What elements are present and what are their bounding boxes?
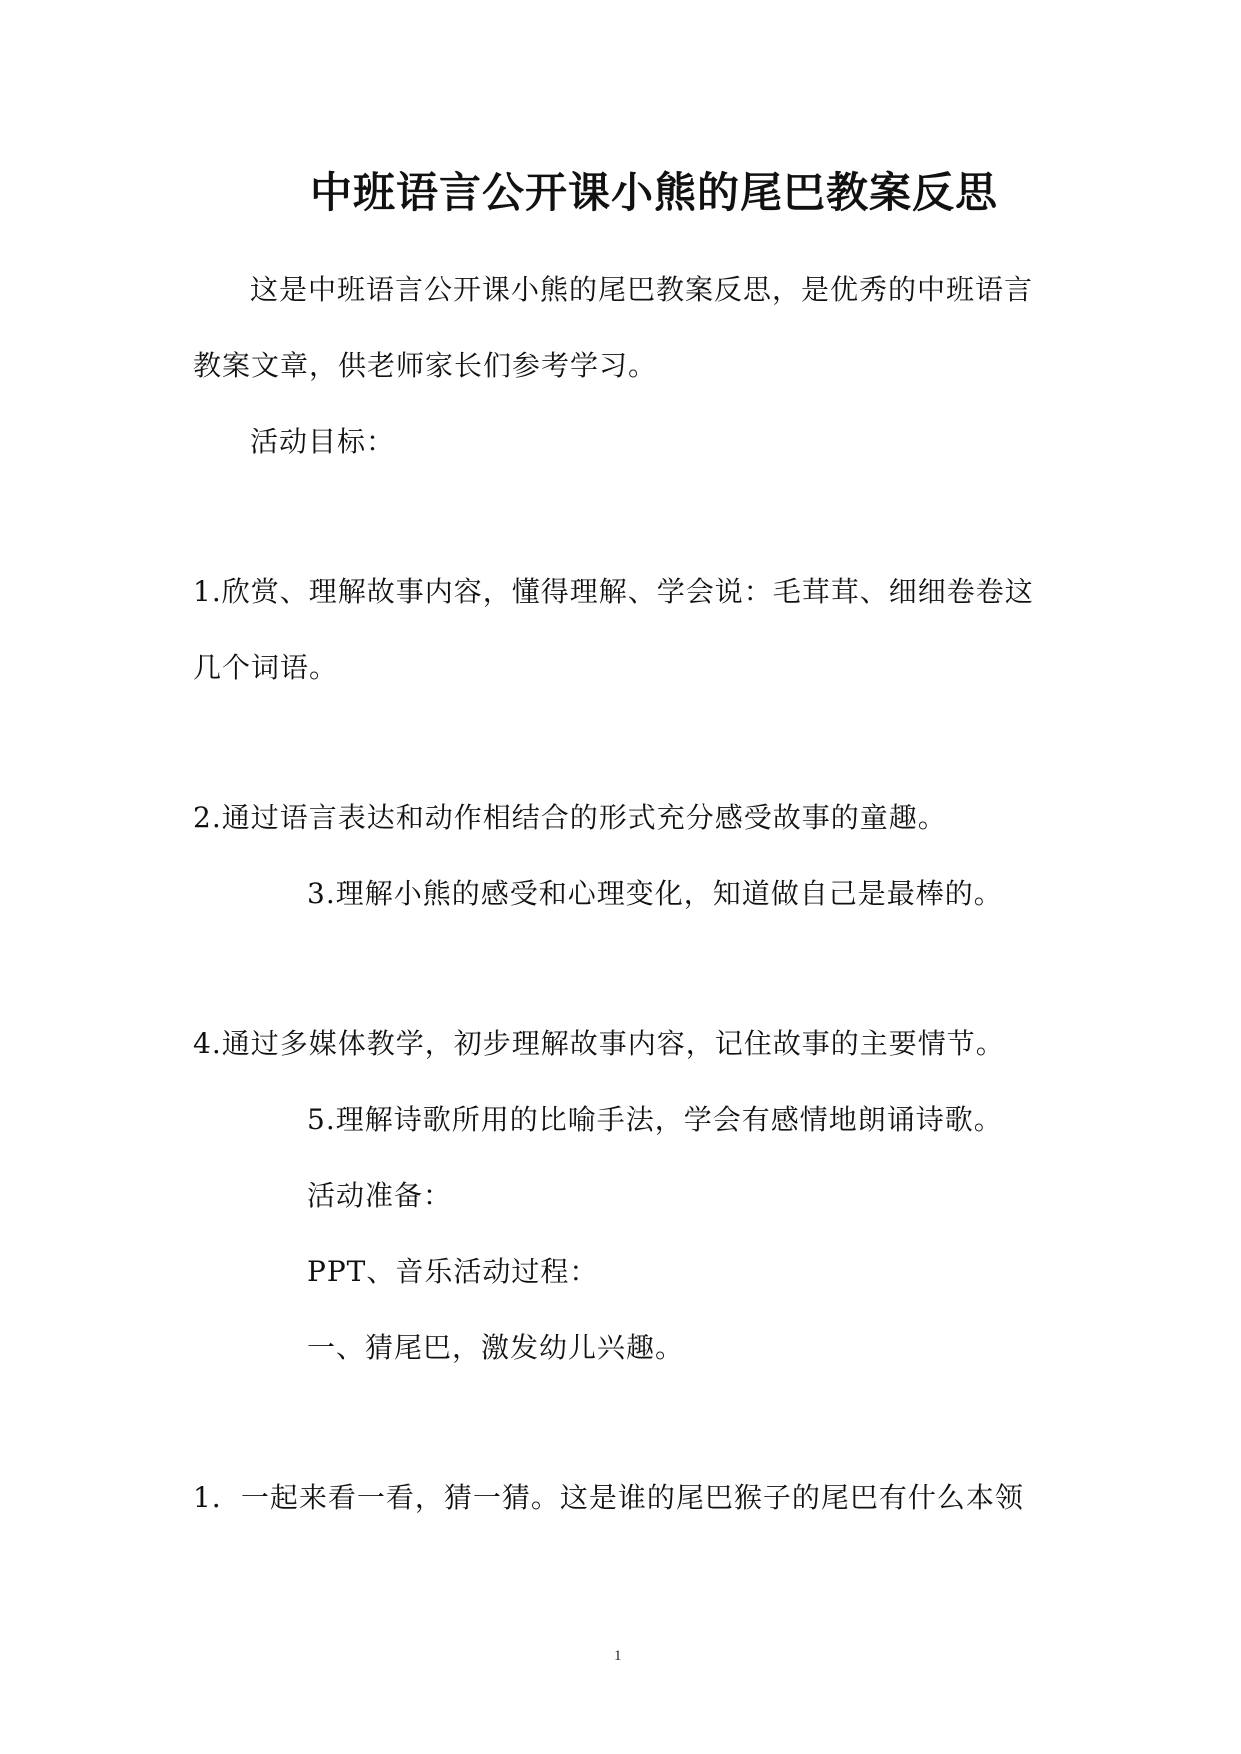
paragraph-line: 教案文章，供老师家长们参考学习。	[193, 349, 658, 382]
list-item: 4.通过多媒体教学，初步理解故事内容，记住故事的主要情节。	[193, 1027, 1005, 1060]
section-heading: 活动目标：	[250, 425, 396, 458]
list-item: 5.理解诗歌所用的比喻手法，学会有感情地朗诵诗歌。	[307, 1103, 1003, 1136]
list-item: 2.通过语言表达和动作相结合的形式充分感受故事的童趣。	[193, 801, 947, 834]
paragraph-line: PPT、音乐活动过程：	[307, 1255, 599, 1288]
page-number: 1	[614, 1648, 622, 1664]
list-item: 1.欣赏、理解故事内容，懂得理解、学会说：毛茸茸、细细卷卷这	[193, 575, 1034, 608]
document-title: 中班语言公开课小熊的尾巴教案反思	[310, 168, 999, 217]
section-heading: 一、猜尾巴，激发幼儿兴趣。	[307, 1331, 685, 1364]
list-item: 3.理解小熊的感受和心理变化，知道做自己是最棒的。	[307, 877, 1003, 910]
list-item-continuation: 几个词语。	[193, 651, 339, 684]
list-item: 1．一起来看一看，猜一猜。这是谁的尾巴猴子的尾巴有什么本领	[193, 1481, 1024, 1514]
paragraph-line: 这是中班语言公开课小熊的尾巴教案反思，是优秀的中班语言	[250, 273, 1034, 306]
section-heading: 活动准备：	[307, 1179, 453, 1212]
